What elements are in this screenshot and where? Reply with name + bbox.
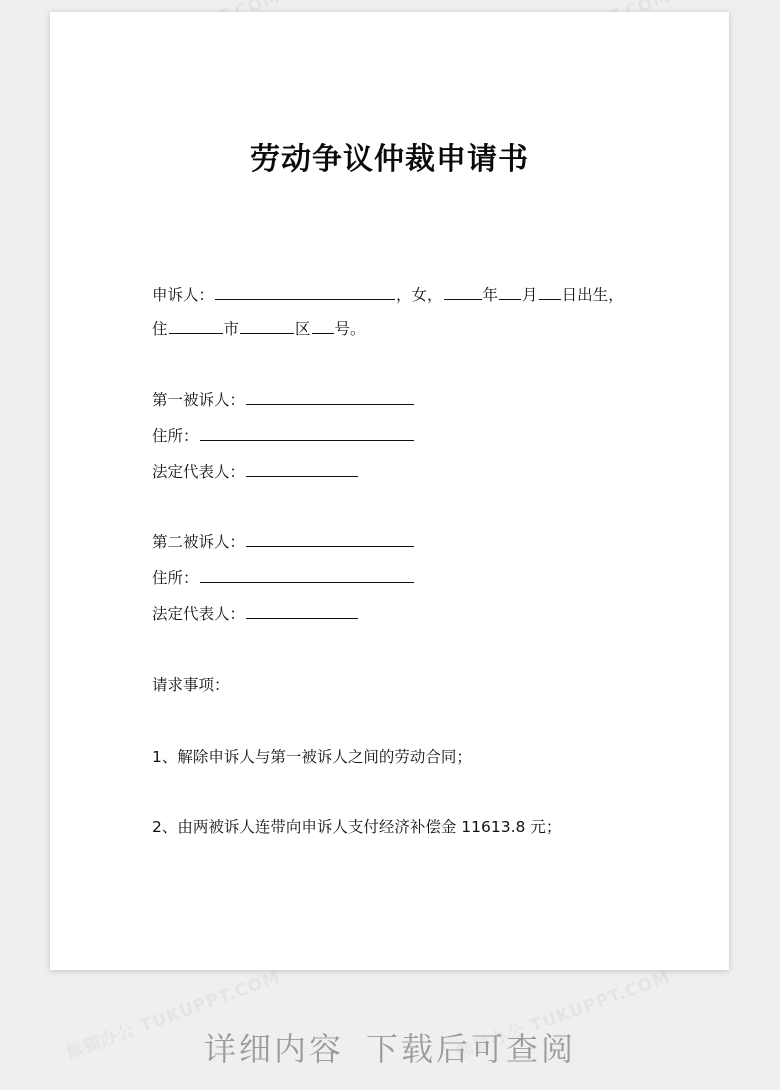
applicant-address-line: [152, 318, 366, 340]
respondent1-rep-line: [152, 461, 359, 483]
respondent1-rep-blank: [246, 461, 358, 477]
footer-right-text: 下载后可查阅: [366, 1030, 577, 1068]
respondent2-address-label: 住所：: [152, 569, 199, 587]
applicant-line: [152, 284, 624, 306]
respondent2-address-line: [152, 567, 415, 589]
respondent1-address-label: 住所：: [152, 427, 199, 445]
number-label: 号。: [334, 320, 366, 338]
birth-day-blank: [539, 284, 561, 300]
respondent1-name-label: 第一被诉人：: [152, 391, 246, 409]
birth-year-label: 年: [482, 286, 499, 304]
respondent1-name-line: [152, 389, 415, 411]
respondent2-rep-blank: [246, 603, 358, 619]
respondent1-address-blank: [200, 425, 414, 441]
respondent2-name-line: [152, 531, 415, 553]
city-label: 市: [223, 320, 240, 338]
applicant-gender: ，女，: [396, 286, 443, 304]
applicant-name-blank: [215, 284, 395, 300]
request-item: 1、解除申诉人与第一被诉人之间的劳动合同；: [152, 748, 472, 766]
respondent2-name-label: 第二被诉人：: [152, 533, 246, 551]
birth-day-label: 日出生，: [561, 286, 624, 304]
birth-month-label: 月: [522, 286, 538, 304]
birth-year-blank: [444, 284, 482, 300]
document-title: 劳动争议仲裁申请书: [250, 142, 529, 177]
respondent1-rep-label: 法定代表人：: [152, 463, 246, 481]
respondent2-address-blank: [200, 567, 414, 583]
respondent2-rep-label: 法定代表人：: [152, 605, 246, 623]
request-item: 2、由两被诉人连带向申诉人支付经济补偿金 11613.8 元；: [152, 818, 562, 836]
birth-month-blank: [499, 284, 521, 300]
respondent1-address-line: [152, 425, 415, 447]
address-prefix: 住: [152, 320, 168, 338]
applicant-label: 申诉人：: [152, 286, 215, 304]
district-blank: [240, 318, 294, 334]
city-blank: [169, 318, 223, 334]
document-page: [50, 12, 729, 970]
footer-left-text: 详细内容: [203, 1030, 344, 1068]
requests-heading: 请求事项：: [152, 676, 230, 694]
respondent1-name-blank: [246, 389, 414, 405]
respondent2-rep-line: [152, 603, 359, 625]
number-blank: [312, 318, 334, 334]
footer-caption: [0, 1024, 780, 1070]
respondent2-name-blank: [246, 531, 414, 547]
district-label: 区: [295, 320, 311, 338]
